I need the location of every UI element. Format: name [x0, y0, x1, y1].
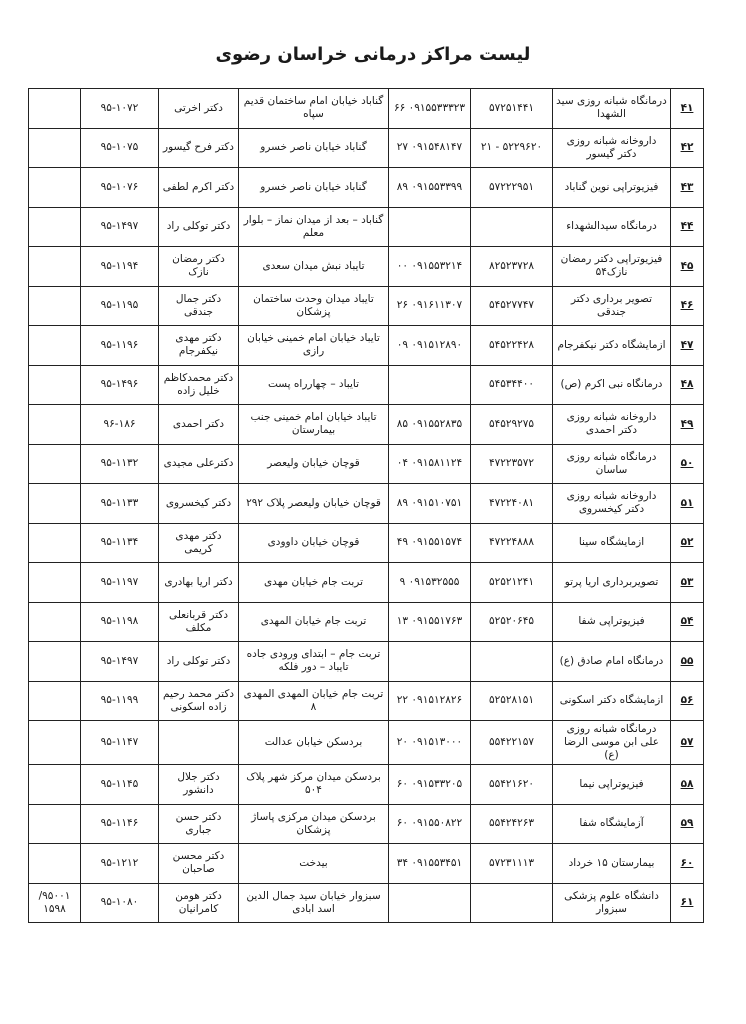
center-name: تصویربرداری اریا پرتو	[553, 563, 671, 603]
row-number: ۵۵	[671, 642, 704, 682]
table-row	[29, 484, 704, 524]
responsible-doctor: دکتر توکلی راد	[159, 207, 239, 247]
mobile-number: ۰۹۱۵۳۲۵۵۵ ۹	[389, 563, 471, 603]
address: قوچان خیابان ولیعصر پلاک ۲۹۲	[239, 484, 389, 524]
row-number: ۴۷	[671, 326, 704, 366]
phone-number: ۵۲۲۹۶۲۰ - ۲۱	[471, 128, 553, 168]
address: تربت جام – ابتدای ورودی جاده تایباد – دور فلکه	[239, 642, 389, 682]
mobile-number: ۰۹۱۵۵۰۸۲۲ ۶۰	[389, 804, 471, 844]
extra-note	[29, 844, 81, 884]
row-number: ۴۲	[671, 128, 704, 168]
extra-note	[29, 681, 81, 721]
extra-note	[29, 765, 81, 805]
mobile-number	[389, 642, 471, 682]
address: تایباد میدان وحدت ساختمان پزشکان	[239, 286, 389, 326]
table-row	[29, 642, 704, 682]
license-code: ۹۵-۱۴۹۷	[81, 642, 159, 682]
license-code: ۹۵-۱۱۴۵	[81, 765, 159, 805]
license-code: ۹۵-۱۱۹۹	[81, 681, 159, 721]
address: تربت جام خیابان المهدی المهدی ۸	[239, 681, 389, 721]
responsible-doctor: دکترعلی مجیدی	[159, 444, 239, 484]
table-row	[29, 207, 704, 247]
phone-number: ۴۷۲۲۴۸۸۸	[471, 523, 553, 563]
license-code: ۹۵-۱۱۴۶	[81, 804, 159, 844]
responsible-doctor: دکتر هومن کامرانیان	[159, 883, 239, 923]
license-code: ۹۵-۱۲۱۲	[81, 844, 159, 884]
table-row	[29, 721, 704, 765]
table-row	[29, 765, 704, 805]
mobile-number	[389, 207, 471, 247]
phone-number: ۵۵۴۲۲۱۵۷	[471, 721, 553, 765]
license-code: ۹۵-۱۰۷۶	[81, 168, 159, 208]
address: گناباد خیابان ناصر خسرو	[239, 128, 389, 168]
table-row	[29, 523, 704, 563]
extra-note	[29, 444, 81, 484]
responsible-doctor: دکتر حسن جباری	[159, 804, 239, 844]
row-number: ۴۹	[671, 405, 704, 445]
table-row	[29, 168, 704, 208]
address: تایباد خیابان امام خمینی خیابان رازی	[239, 326, 389, 366]
mobile-number: ۰۹۱۶۱۱۳۰۷ ۲۶	[389, 286, 471, 326]
extra-note	[29, 563, 81, 603]
responsible-doctor: دکتر اکرم لطفی	[159, 168, 239, 208]
mobile-number: ۰۹۱۵۱۰۷۵۱ ۸۹	[389, 484, 471, 524]
table-row	[29, 89, 704, 129]
responsible-doctor: دکتر اریا بهادری	[159, 563, 239, 603]
responsible-doctor: دکتر مهدی نیکفرجام	[159, 326, 239, 366]
row-number: ۶۰	[671, 844, 704, 884]
responsible-doctor	[159, 721, 239, 765]
phone-number: ۵۵۴۲۴۲۶۳	[471, 804, 553, 844]
license-code: ۹۵-۱۱۹۵	[81, 286, 159, 326]
mobile-number: ۰۹۱۵۳۳۲۰۵ ۶۰	[389, 765, 471, 805]
center-name: آزمایشگاه شفا	[553, 804, 671, 844]
mobile-number: ۰۹۱۵۵۳۳۹۹ ۸۹	[389, 168, 471, 208]
license-code: ۹۵-۱۴۹۷	[81, 207, 159, 247]
table-row	[29, 444, 704, 484]
table-row	[29, 286, 704, 326]
extra-note	[29, 247, 81, 287]
license-code: ۹۵-۱۱۹۸	[81, 602, 159, 642]
responsible-doctor: دکتر محمدکاظم خلیل زاده	[159, 365, 239, 405]
license-code: ۹۵-۱۰۸۰	[81, 883, 159, 923]
mobile-number: ۰۹۱۵۵۲۸۳۵ ۸۵	[389, 405, 471, 445]
center-name: فیزیوتراپی دکتر رمضان نازک۵۴	[553, 247, 671, 287]
mobile-number: ۰۹۱۵۱۲۸۲۶ ۲۲	[389, 681, 471, 721]
phone-number: ۵۴۵۲۲۴۲۸	[471, 326, 553, 366]
row-number: ۶۱	[671, 883, 704, 923]
phone-number: ۸۲۵۲۳۷۲۸	[471, 247, 553, 287]
center-name: درمانگاه شبانه روزی علی ابن موسی الرضا (ع)	[553, 721, 671, 765]
license-code: ۹۶-۱۸۶	[81, 405, 159, 445]
table-row	[29, 365, 704, 405]
phone-number	[471, 642, 553, 682]
license-code: ۹۵-۱۱۳۳	[81, 484, 159, 524]
phone-number: ۵۷۲۳۱۱۱۳	[471, 844, 553, 884]
responsible-doctor: دکتر رمضان نازک	[159, 247, 239, 287]
responsible-doctor: دکتر اخرتی	[159, 89, 239, 129]
center-name: داروخانه شبانه روزی دکتر احمدی	[553, 405, 671, 445]
page-title: لیست مراکز درمانی خراسان رضوی	[215, 44, 531, 65]
row-number: ۵۲	[671, 523, 704, 563]
table-row	[29, 681, 704, 721]
center-name: تصویر برداری دکتر جندقی	[553, 286, 671, 326]
mobile-number	[389, 365, 471, 405]
mobile-number: ۰۹۱۵۸۱۱۲۴ ۰۴	[389, 444, 471, 484]
center-name: ازمایشگاه دکتر اسکونی	[553, 681, 671, 721]
address: قوچان خیابان داوودی	[239, 523, 389, 563]
phone-number: ۴۷۲۲۴۰۸۱	[471, 484, 553, 524]
phone-number	[471, 207, 553, 247]
license-code: ۹۵-۱۱۹۶	[81, 326, 159, 366]
center-name: ازمایشگاه سینا	[553, 523, 671, 563]
mobile-number: ۰۹۱۵۱۲۸۹۰ ۰۹	[389, 326, 471, 366]
responsible-doctor: دکتر فرح گیسور	[159, 128, 239, 168]
row-number: ۴۶	[671, 286, 704, 326]
address: قوچان خیابان ولیعصر	[239, 444, 389, 484]
center-name: بیمارستان ۱۵ خرداد	[553, 844, 671, 884]
row-number: ۵۹	[671, 804, 704, 844]
extra-note	[29, 721, 81, 765]
center-name: داروخانه شبانه روزی دکتر گیسور	[553, 128, 671, 168]
mobile-number: ۰۹۱۵۵۳۲۱۴ ۰۰	[389, 247, 471, 287]
table-row	[29, 128, 704, 168]
row-number: ۵۱	[671, 484, 704, 524]
extra-note	[29, 523, 81, 563]
phone-number: ۵۲۵۲۸۱۵۱	[471, 681, 553, 721]
table-row	[29, 326, 704, 366]
row-number: ۵۶	[671, 681, 704, 721]
extra-note	[29, 168, 81, 208]
license-code: ۹۵-۱۱۹۷	[81, 563, 159, 603]
extra-note	[29, 286, 81, 326]
responsible-doctor: دکتر احمدی	[159, 405, 239, 445]
extra-note	[29, 804, 81, 844]
mobile-number: ۰۹۱۵۵۱۵۷۴ ۴۹	[389, 523, 471, 563]
table-row	[29, 563, 704, 603]
address: گناباد خیابان امام ساختمان قدیم سپاه	[239, 89, 389, 129]
row-number: ۵۸	[671, 765, 704, 805]
phone-number: ۵۷۲۵۱۴۴۱	[471, 89, 553, 129]
license-code: ۹۵-۱۰۷۵	[81, 128, 159, 168]
table-row	[29, 405, 704, 445]
address: بردسکن خیابان عدالت	[239, 721, 389, 765]
table-row	[29, 883, 704, 923]
center-name: فیزیوتراپی شفا	[553, 602, 671, 642]
center-name: درمانگاه شبانه روزی سید الشهدا	[553, 89, 671, 129]
phone-number: ۵۷۲۲۲۹۵۱	[471, 168, 553, 208]
mobile-number: ۰۹۱۵۵۳۳۳۲۳ ۶۶	[389, 89, 471, 129]
row-number: ۵۴	[671, 602, 704, 642]
address: تایباد خیابان امام خمینی جنب بیمارستان	[239, 405, 389, 445]
center-name: داروخانه شبانه روزی دکتر کیخسروی	[553, 484, 671, 524]
extra-note	[29, 89, 81, 129]
row-number: ۴۸	[671, 365, 704, 405]
table-row	[29, 602, 704, 642]
row-number: ۵۳	[671, 563, 704, 603]
extra-note	[29, 365, 81, 405]
extra-note	[29, 326, 81, 366]
responsible-doctor: دکتر جمال جندقی	[159, 286, 239, 326]
extra-note	[29, 484, 81, 524]
centers-table	[28, 88, 704, 923]
phone-number: ۵۴۵۲۹۲۷۵	[471, 405, 553, 445]
phone-number: ۵۴۵۳۴۴۰۰	[471, 365, 553, 405]
extra-note	[29, 602, 81, 642]
address: تربت جام خیابان المهدی	[239, 602, 389, 642]
row-number: ۴۴	[671, 207, 704, 247]
license-code: ۹۵-۱۱۳۴	[81, 523, 159, 563]
extra-note: ۹۵۰۰۱/ ۱۵۹۸	[29, 883, 81, 923]
extra-note	[29, 207, 81, 247]
center-name: فیزیوتراپی نیما	[553, 765, 671, 805]
license-code: ۹۵-۱۱۹۴	[81, 247, 159, 287]
center-name: فیزیوتراپی نوین گناباد	[553, 168, 671, 208]
responsible-doctor: دکتر توکلی راد	[159, 642, 239, 682]
license-code: ۹۵-۱۱۴۷	[81, 721, 159, 765]
center-name: درمانگاه نبی اکرم (ص)	[553, 365, 671, 405]
center-name: ازمایشگاه دکتر نیکفرجام	[553, 326, 671, 366]
row-number: ۴۱	[671, 89, 704, 129]
address: سبزوار خیابان سید جمال الدین اسد ابادی	[239, 883, 389, 923]
extra-note	[29, 642, 81, 682]
center-name: دانشگاه علوم پزشکی سبزوار	[553, 883, 671, 923]
extra-note	[29, 128, 81, 168]
responsible-doctor: دکتر قربانعلی مکلف	[159, 602, 239, 642]
table-row	[29, 844, 704, 884]
responsible-doctor: دکتر مهدی کریمی	[159, 523, 239, 563]
mobile-number	[389, 883, 471, 923]
phone-number: ۵۴۵۲۷۷۴۷	[471, 286, 553, 326]
phone-number: ۴۷۲۲۳۵۷۲	[471, 444, 553, 484]
phone-number	[471, 883, 553, 923]
mobile-number: ۰۹۱۵۱۳۰۰۰ ۲۰	[389, 721, 471, 765]
responsible-doctor: دکتر کیخسروی	[159, 484, 239, 524]
license-code: ۹۵-۱۰۷۲	[81, 89, 159, 129]
address: بیدخت	[239, 844, 389, 884]
mobile-number: ۰۹۱۵۵۳۴۵۱ ۳۴	[389, 844, 471, 884]
responsible-doctor: دکتر محسن صاحبان	[159, 844, 239, 884]
responsible-doctor: دکتر محمد رحیم زاده اسکونی	[159, 681, 239, 721]
license-code: ۹۵-۱۱۳۲	[81, 444, 159, 484]
row-number: ۴۳	[671, 168, 704, 208]
phone-number: ۵۲۵۲۰۶۴۵	[471, 602, 553, 642]
row-number: ۴۵	[671, 247, 704, 287]
license-code: ۹۵-۱۴۹۶	[81, 365, 159, 405]
address: تربت جام خیابان مهدی	[239, 563, 389, 603]
address: بردسکن میدان مرکزی پاساژ پزشکان	[239, 804, 389, 844]
phone-number: ۵۵۴۲۱۶۲۰	[471, 765, 553, 805]
address: تایباد نبش میدان سعدی	[239, 247, 389, 287]
phone-number: ۵۲۵۲۱۲۴۱	[471, 563, 553, 603]
address: بردسکن میدان مرکز شهر پلاک ۵۰۴	[239, 765, 389, 805]
responsible-doctor: دکتر جلال دانشور	[159, 765, 239, 805]
address: گناباد خیابان ناصر خسرو	[239, 168, 389, 208]
mobile-number: ۰۹۱۵۵۱۷۶۳ ۱۳	[389, 602, 471, 642]
center-name: درمانگاه سیدالشهداء	[553, 207, 671, 247]
center-name: درمانگاه امام صادق (ع)	[553, 642, 671, 682]
row-number: ۵۰	[671, 444, 704, 484]
address: گناباد – بعد از میدان نماز – بلوار معلم	[239, 207, 389, 247]
address: تایباد – چهارراه پست	[239, 365, 389, 405]
table-row	[29, 804, 704, 844]
extra-note	[29, 405, 81, 445]
center-name: درمانگاه شبانه روزی ساسان	[553, 444, 671, 484]
mobile-number: ۰۹۱۵۴۸۱۴۷ ۲۷	[389, 128, 471, 168]
row-number: ۵۷	[671, 721, 704, 765]
table-row	[29, 247, 704, 287]
